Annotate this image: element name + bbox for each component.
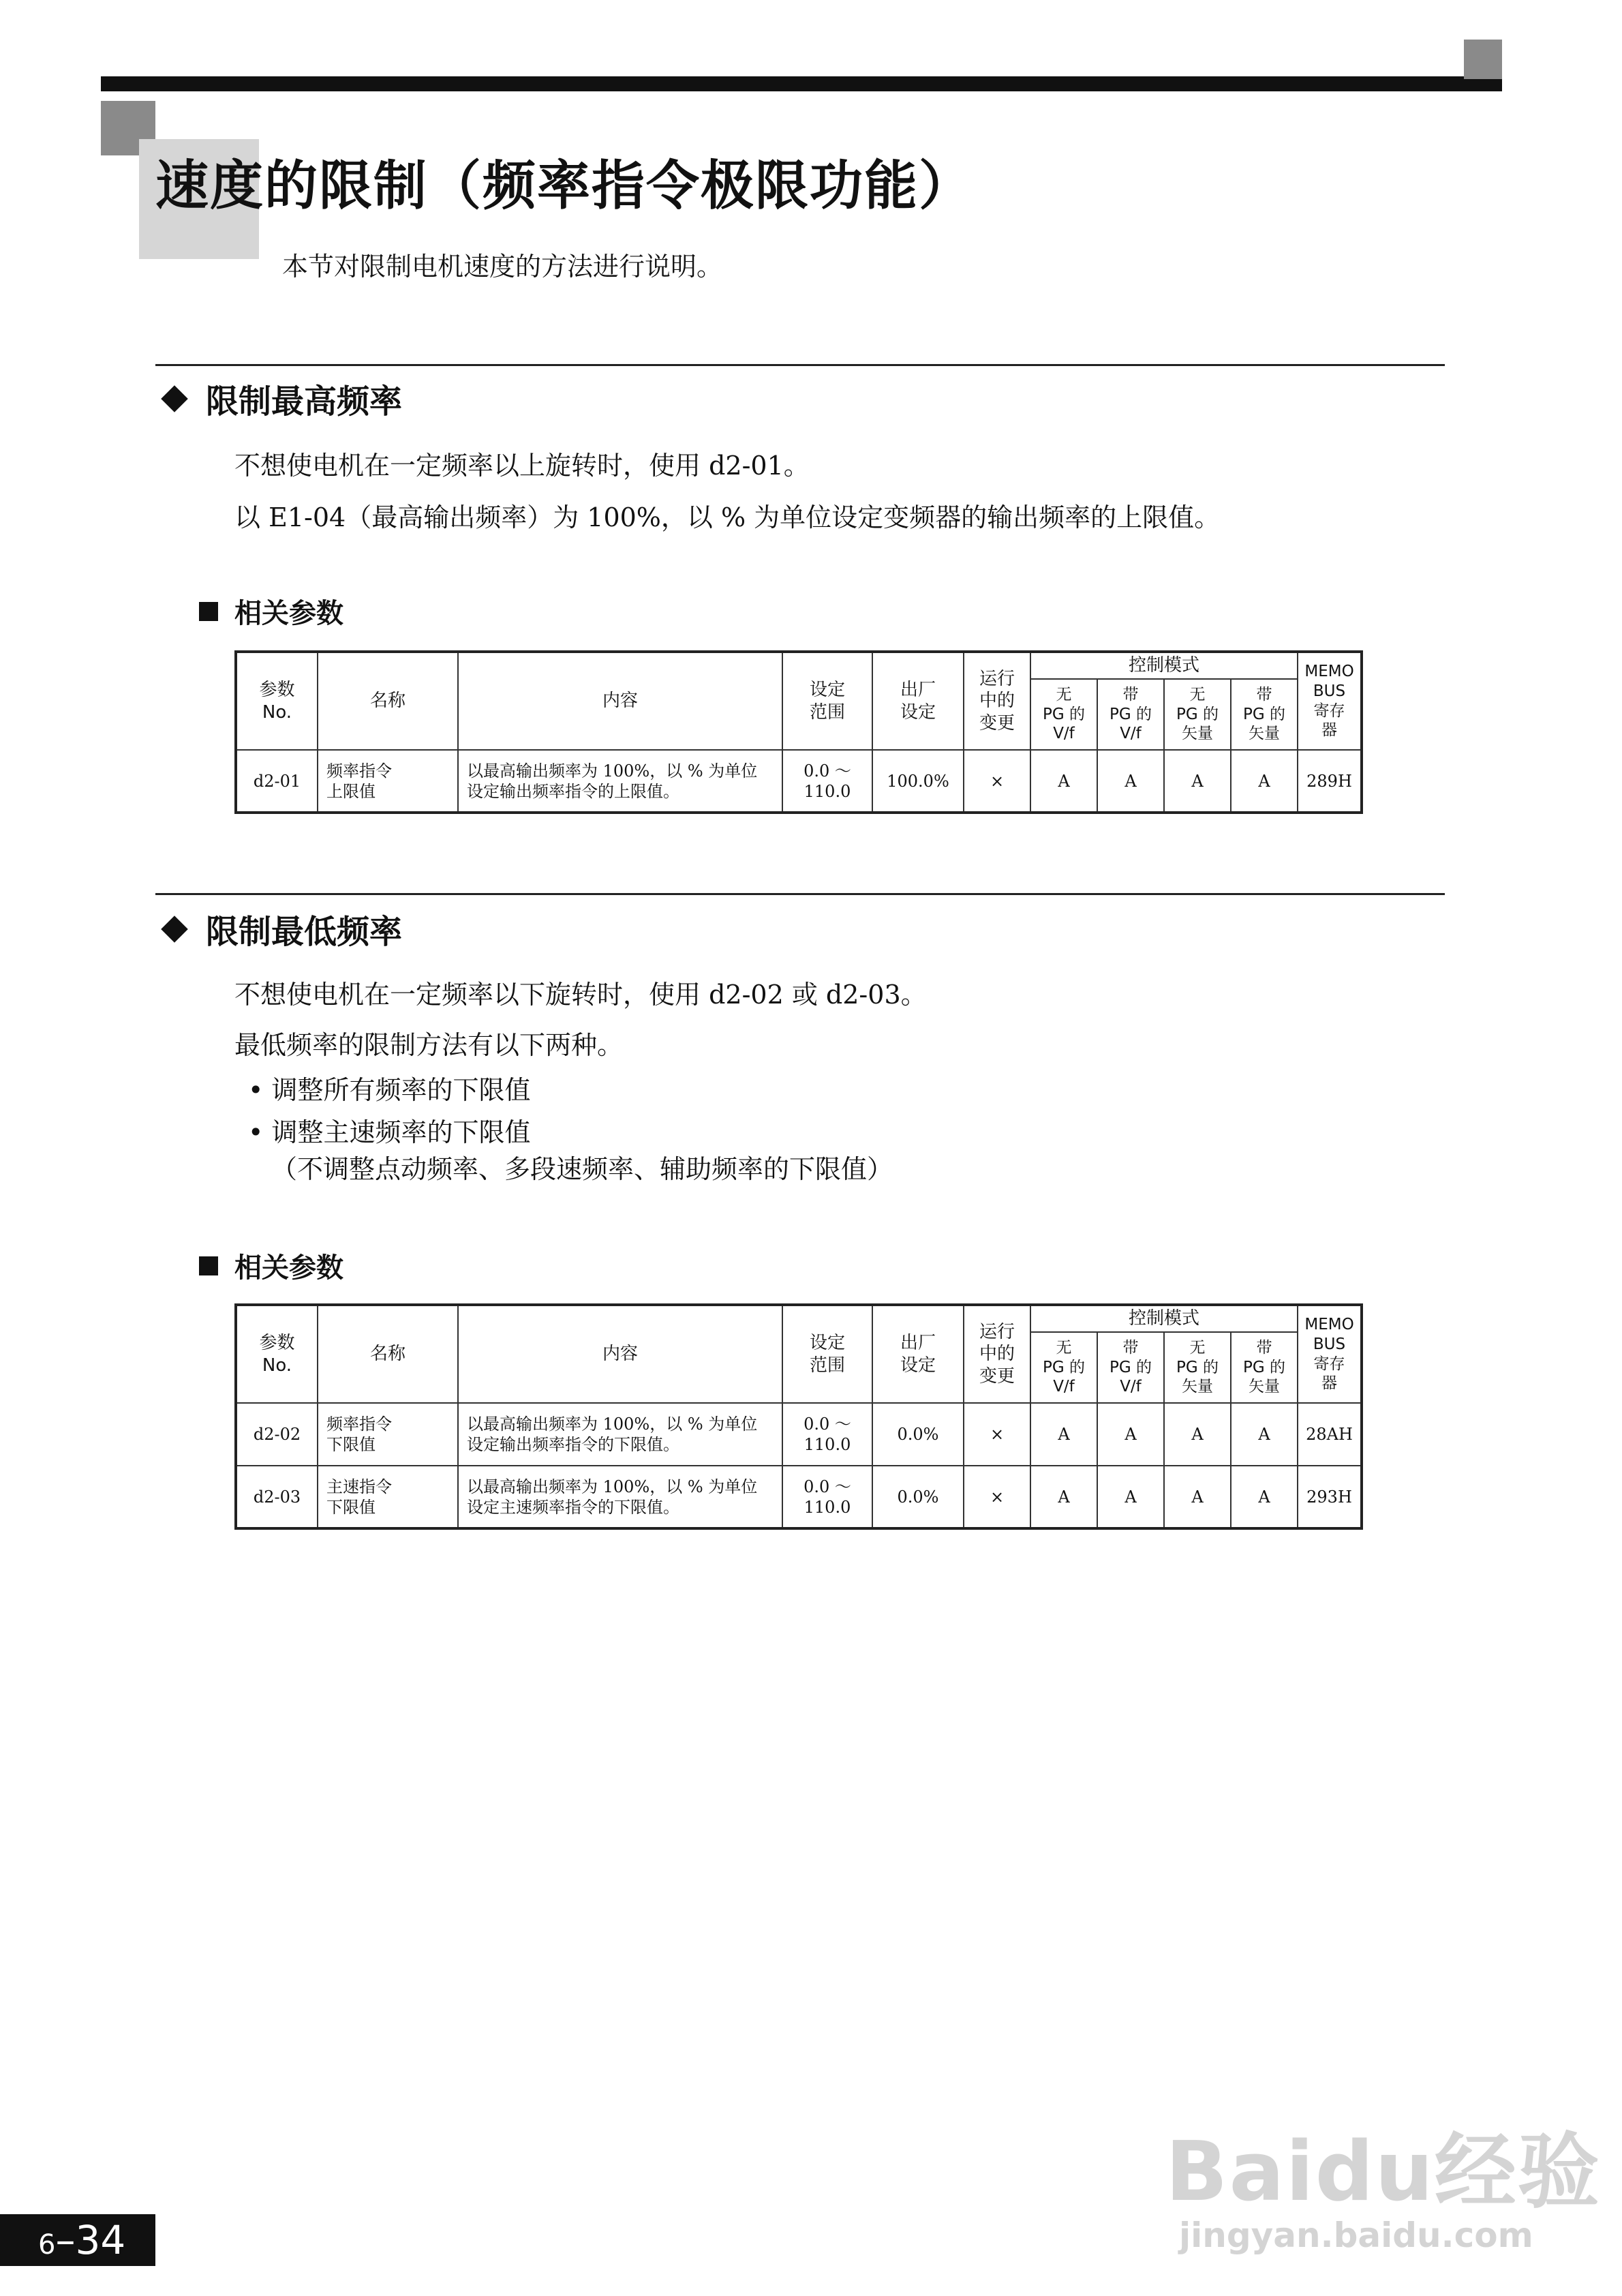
cell-mode: A [1164, 1466, 1231, 1528]
header-corner-square [1464, 40, 1502, 79]
cell-name: 频率指令 上限值 [318, 750, 458, 813]
intro-text: 本节对限制电机速度的方法进行说明。 [282, 252, 723, 282]
section-heading-label: 限制最高频率 [206, 382, 403, 421]
cell-content: 以最高输出频率为 100%，以 % 为单位 设定主速频率指令的下限值。 [458, 1466, 782, 1528]
header-default: 出厂 设定 [872, 1305, 964, 1403]
cell-mode: A [1097, 1466, 1164, 1528]
param-table-upper-limit [234, 650, 1363, 814]
header-memobus: MEMO BUS 寄存 器 [1298, 652, 1362, 750]
baidu-watermark [1165, 2106, 1601, 2263]
cell-range: 0.0 ～ 110.0 [782, 1403, 872, 1466]
cell-memobus: 28AH [1298, 1403, 1362, 1466]
subheading-label: 相关参数 [234, 598, 343, 629]
header-control-mode: 控制模式 [1030, 652, 1298, 679]
header-content: 内容 [458, 1305, 782, 1403]
paragraph: 不想使电机在一定频率以下旋转时，使用 d2-02 或 d2-03。 [234, 980, 927, 1010]
bullet-item: • 调整所有频率的下限值 [248, 1075, 531, 1105]
cell-change: × [964, 1466, 1030, 1528]
header-control-mode: 控制模式 [1030, 1305, 1298, 1332]
diamond-bullet-icon [161, 916, 188, 943]
cell-mode: A [1231, 1466, 1298, 1528]
header-mode: 带 PG 的 V/f [1097, 1332, 1164, 1403]
cell-memobus: 289H [1298, 750, 1362, 813]
param-table-lower-limit [234, 1303, 1363, 1530]
header-range: 设定 范围 [782, 652, 872, 750]
section-heading-min-frequency [158, 905, 402, 952]
header-mode: 带 PG 的 矢量 [1231, 1332, 1298, 1403]
cell-default: 100.0% [872, 750, 964, 813]
header-memobus: MEMO BUS 寄存 器 [1298, 1305, 1362, 1403]
paragraph: 不想使电机在一定频率以上旋转时，使用 d2-01。 [234, 451, 810, 481]
cell-mode: A [1030, 1466, 1097, 1528]
header-change-during-run: 运行 中的 变更 [964, 1305, 1030, 1403]
header-mode: 带 PG 的 矢量 [1231, 679, 1298, 750]
header-param-no: 参数 No. [236, 652, 318, 750]
section-heading-max-frequency [158, 375, 402, 422]
cell-range: 0.0 ～ 110.0 [782, 750, 872, 813]
table-row [236, 1466, 1362, 1528]
cell-change: × [964, 1403, 1030, 1466]
square-bullet-icon [199, 1256, 218, 1275]
cell-content: 以最高输出频率为 100%，以 % 为单位 设定输出频率指令的下限值。 [458, 1403, 782, 1466]
header-mode: 无 PG 的 V/f [1030, 1332, 1097, 1403]
bullet-item: • 调整主速频率的下限值 [248, 1117, 531, 1147]
cell-mode: A [1030, 1403, 1097, 1466]
paragraph: 最低频率的限制方法有以下两种。 [234, 1030, 624, 1060]
cell-mode: A [1097, 1403, 1164, 1466]
section-divider [155, 364, 1445, 366]
subheading-related-params [199, 592, 343, 631]
cell-mode: A [1164, 1403, 1231, 1466]
cell-param-no: d2-02 [236, 1403, 318, 1466]
subheading-related-params [199, 1246, 343, 1285]
header-param-no: 参数 No. [236, 1305, 318, 1403]
table-row [236, 1403, 1362, 1466]
table-row [236, 750, 1362, 813]
header-name: 名称 [318, 652, 458, 750]
cell-mode: A [1164, 750, 1231, 813]
header-mode: 带 PG 的 V/f [1097, 679, 1164, 750]
header-default: 出厂 设定 [872, 652, 964, 750]
header-content: 内容 [458, 652, 782, 750]
watermark-logo: Baidu经验 [1165, 2125, 1601, 2220]
header-name: 名称 [318, 1305, 458, 1403]
cell-mode: A [1231, 1403, 1298, 1466]
cell-content: 以最高输出频率为 100%，以 % 为单位 设定输出频率指令的上限值。 [458, 750, 782, 813]
header-mode: 无 PG 的 矢量 [1164, 1332, 1231, 1403]
bullet-note: （不调整点动频率、多段速频率、辅助频率的下限值） [271, 1154, 893, 1184]
cell-param-no: d2-03 [236, 1466, 318, 1528]
watermark-url: jingyan.baidu.com [1179, 2216, 1533, 2255]
cell-mode: A [1030, 750, 1097, 813]
header-range: 设定 范围 [782, 1305, 872, 1403]
header-bar [101, 76, 1502, 91]
header-mode: 无 PG 的 V/f [1030, 679, 1097, 750]
cell-name: 主速指令 下限值 [318, 1466, 458, 1528]
square-bullet-icon [199, 602, 218, 621]
page-number: 6–34 [38, 2217, 126, 2263]
cell-range: 0.0 ～ 110.0 [782, 1466, 872, 1528]
header-change-during-run: 运行 中的 变更 [964, 652, 1030, 750]
cell-mode: A [1097, 750, 1164, 813]
cell-mode: A [1231, 750, 1298, 813]
cell-memobus: 293H [1298, 1466, 1362, 1528]
diamond-bullet-icon [161, 385, 188, 412]
paragraph: 以 E1-04（最高输出频率）为 100%，以 % 为单位设定变频器的输出频率的上限值。 [234, 502, 1221, 532]
cell-default: 0.0% [872, 1466, 964, 1528]
section-heading-label: 限制最低频率 [206, 913, 403, 951]
section-divider [155, 893, 1445, 895]
cell-name: 频率指令 下限值 [318, 1403, 458, 1466]
cell-change: × [964, 750, 1030, 813]
header-mode: 无 PG 的 矢量 [1164, 679, 1231, 750]
cell-param-no: d2-01 [236, 750, 318, 813]
subheading-label: 相关参数 [234, 1252, 343, 1284]
page-title: 速度的限制（频率指令极限功能） [155, 155, 974, 217]
cell-default: 0.0% [872, 1403, 964, 1466]
